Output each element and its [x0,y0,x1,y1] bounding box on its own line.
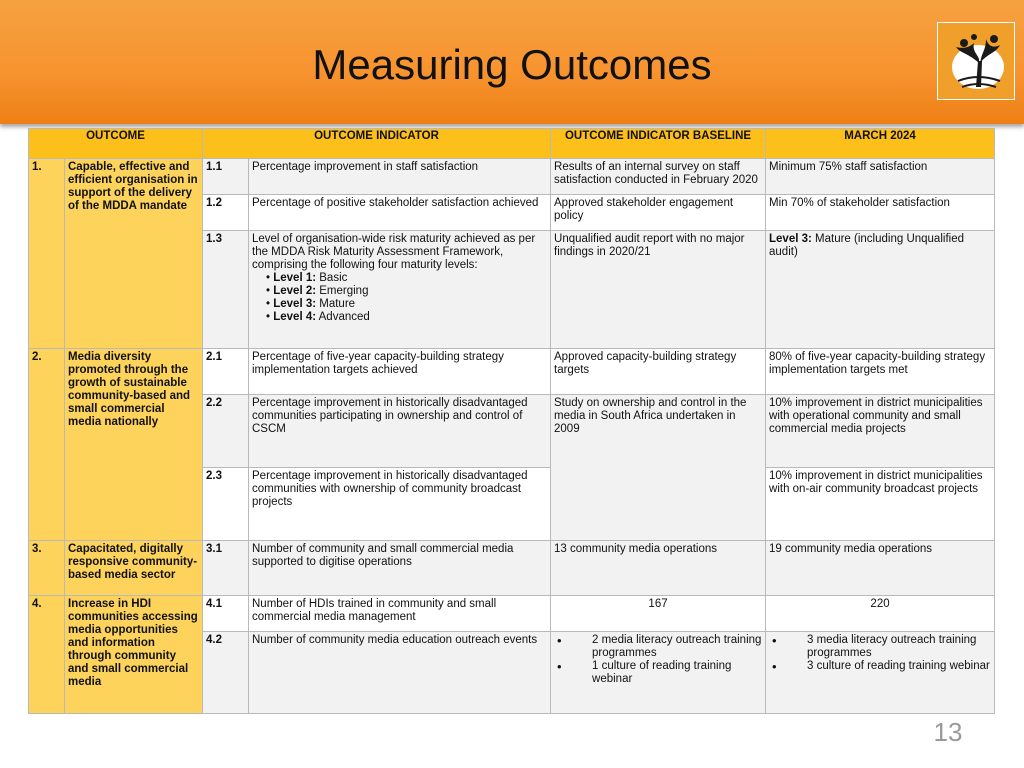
indicator-text: Percentage improvement in staff satisfaction [249,159,551,195]
list-item [266,311,547,324]
outcome-label: Increase in HDI communities accessing media opportunities and information through community and small commercial media [65,596,203,714]
outcomes-table [28,128,995,714]
organisation-logo [937,22,1015,100]
level-value: Advanced [316,311,370,323]
table-row [29,349,995,395]
list-item: • 3 culture of reading training webinar [769,660,991,673]
header-march-2024: MARCH 2024 [766,129,995,159]
indicator-number: 4.1 [203,596,249,632]
target-level-label: Level 3: [769,233,812,245]
indicator-number: 1.1 [203,159,249,195]
table-row [29,541,995,596]
indicator-target: 19 community media operations [766,541,995,596]
indicator-baseline: Approved stakeholder engagement policy [551,195,766,231]
indicator-number: 2.1 [203,349,249,395]
indicator-number: 1.2 [203,195,249,231]
indicator-number: 4.2 [203,632,249,714]
list-item [266,298,547,311]
list-item [266,272,547,285]
header-outcome-indicator: OUTCOME INDICATOR [203,129,551,159]
slide-title: Measuring Outcomes [312,41,712,88]
slide-header [0,0,1024,124]
maturity-level-list [252,272,547,324]
level-label: Level 3: [273,298,317,310]
indicator-target: 10% improvement in district municipalities with operational community and small commercial media projects [766,395,995,468]
header-outcome: OUTCOME [29,129,203,159]
indicator-target: Minimum 75% staff satisfaction [766,159,995,195]
indicator-baseline: Unqualified audit report with no major findings in 2020/21 [551,231,766,349]
indicator-text: Percentage improvement in historically disadvantaged communities with ownership of community broadcast projects [249,468,551,541]
indicator-text [249,231,551,349]
outcome-label: Capacitated, digitally responsive community-based media sector [65,541,203,596]
table-row [29,596,995,632]
indicator-target [766,231,995,349]
tree-logo-icon [938,23,1014,99]
level-value: Emerging [316,285,369,297]
outcome-label: Capable, effective and efficient organisation in support of the delivery of the MDDA mandate [65,159,203,349]
target-list [769,634,991,673]
level-value: Mature [316,298,356,310]
indicator-baseline: Study on ownership and control in the media in South Africa undertaken in 2009 [551,395,766,541]
indicator-text: Percentage of five-year capacity-building strategy implementation targets achieved [249,349,551,395]
outcome-number: 2. [29,349,65,541]
indicator-text: Percentage of positive stakeholder satisfaction achieved [249,195,551,231]
table-row [29,159,995,195]
level-label: Level 1: [273,272,317,284]
table-header-row [29,129,995,159]
indicator-number: 1.3 [203,231,249,349]
indicator-target: Min 70% of stakeholder satisfaction [766,195,995,231]
indicator-text: Number of HDIs trained in community and small commercial media management [249,596,551,632]
indicator-baseline: Results of an internal survey on staff satisfaction conducted in February 2020 [551,159,766,195]
level-label: Level 4: [273,311,317,323]
header-baseline: OUTCOME INDICATOR BASELINE [551,129,766,159]
outcome-number: 4. [29,596,65,714]
list-item: • 1 culture of reading training webinar [554,660,762,686]
page-number: 13 [933,717,963,747]
outcome-label: Media diversity promoted through the growth of sustainable community-based and small commercial media nationally [65,349,203,541]
outcome-number: 1. [29,159,65,349]
list-item: • 3 media literacy outreach training programmes [769,634,991,660]
indicator-target: 80% of five-year capacity-building strategy implementation targets met [766,349,995,395]
indicator-baseline: 13 community media operations [551,541,766,596]
indicator-description: Level of organisation-wide risk maturity achieved as per the MDDA Risk Maturity Assessment Framework, comprising the following four maturity levels: [252,233,536,271]
list-item [266,285,547,298]
indicator-baseline [551,632,766,714]
level-value: Basic [316,272,348,284]
baseline-list [554,634,762,686]
indicator-target: 220 [766,596,995,632]
outcome-number: 3. [29,541,65,596]
indicator-number: 2.3 [203,468,249,541]
indicator-text: Number of community media education outreach events [249,632,551,714]
indicator-target [766,632,995,714]
indicator-target: 10% improvement in district municipalities with on-air community broadcast projects [766,468,995,541]
indicator-text: Percentage improvement in historically disadvantaged communities participating in ownership and control of CSCM [249,395,551,468]
indicator-number: 3.1 [203,541,249,596]
indicator-baseline: Approved capacity-building strategy targets [551,349,766,395]
indicator-baseline: 167 [551,596,766,632]
target-level-value: Mature (including Unqualified audit) [769,233,964,258]
list-item: • 2 media literacy outreach training programmes [554,634,762,660]
level-label: Level 2: [273,285,317,297]
indicator-number: 2.2 [203,395,249,468]
indicator-text: Number of community and small commercial media supported to digitise operations [249,541,551,596]
